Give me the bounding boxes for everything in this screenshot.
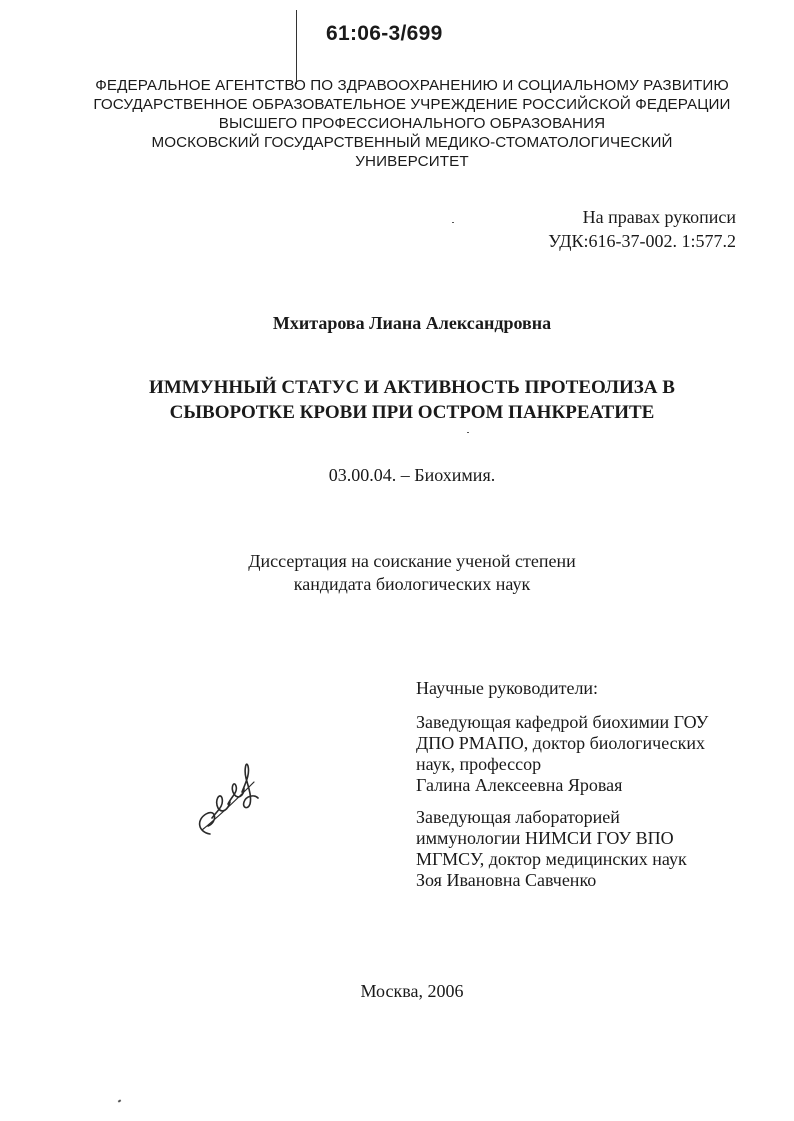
supervisor-line: Заведующая кафедрой биохимии ГОУ <box>416 712 709 732</box>
specialty-code: 03.00.04. – Биохимия. <box>328 465 496 485</box>
header-line: ВЫСШЕГО ПРОФЕССИОНАЛЬНОГО ОБРАЗОВАНИЯ <box>218 115 606 132</box>
udc-code: УДК:616-37-002. 1:577.2 <box>548 231 736 251</box>
supervisor-line: Заведующая лабораторией <box>416 807 620 827</box>
supervisor-line: Галина Алексеевна Яровая <box>416 775 623 795</box>
header-line: ФЕДЕРАЛЬНОЕ АГЕНТСТВО ПО ЗДРАВООХРАНЕНИЮ И СОЦИАЛЬНОМУ РАЗВИТИЮ <box>95 77 729 94</box>
supervisor-line: ДПО РМАПО, доктор биологических <box>416 733 705 753</box>
header-line: УНИВЕРСИТЕТ <box>355 153 469 170</box>
degree-statement <box>0 550 794 596</box>
supervisor-line: Зоя Ивановна Савченко <box>416 870 597 890</box>
author-name: Мхитарова Лиана Александровна <box>272 313 552 333</box>
manuscript-rights-label: На правах рукописи <box>582 207 736 227</box>
degree-line: Диссертация на соискание ученой степени <box>248 551 576 571</box>
degree-line: кандидата биологических наук <box>293 574 531 594</box>
supervisor-first <box>416 712 756 796</box>
title-line: СЫВОРОТКЕ КРОВИ ПРИ ОСТРОМ ПАНКРЕАТИТЕ <box>169 402 655 423</box>
supervisors-heading: Научные руководители: <box>416 678 599 698</box>
manuscript-rights-block <box>548 205 736 253</box>
scan-speck <box>452 222 454 223</box>
dissertation-title <box>0 375 794 425</box>
scan-vertical-line <box>296 10 297 84</box>
supervisor-line: наук, профессор <box>416 754 542 774</box>
supervisors-block <box>416 678 756 902</box>
scan-speck <box>467 432 469 433</box>
header-line: ГОСУДАРСТВЕННОЕ ОБРАЗОВАТЕЛЬНОЕ УЧРЕЖДЕНИЕ РОССИЙСКОЙ ФЕДЕРАЦИИ <box>93 96 731 113</box>
supervisor-line: МГМСУ, доктор медицинских наук <box>416 849 687 869</box>
header-line: МОСКОВСКИЙ ГОСУДАРСТВЕННЫЙ МЕДИКО-СТОМАТОЛОГИЧЕСКИЙ <box>151 134 673 151</box>
supervisor-line: иммунологии НИМСИ ГОУ ВПО <box>416 828 674 848</box>
handwritten-signature <box>188 752 268 842</box>
institution-header <box>60 76 764 171</box>
archive-stamp: 61:06-3/699 <box>326 22 443 45</box>
place-year: Москва, 2006 <box>360 981 464 1001</box>
scan-speck <box>118 1099 122 1102</box>
supervisor-second <box>416 807 756 891</box>
title-line: ИММУННЫЙ СТАТУС И АКТИВНОСТЬ ПРОТЕОЛИЗА В <box>149 377 675 398</box>
